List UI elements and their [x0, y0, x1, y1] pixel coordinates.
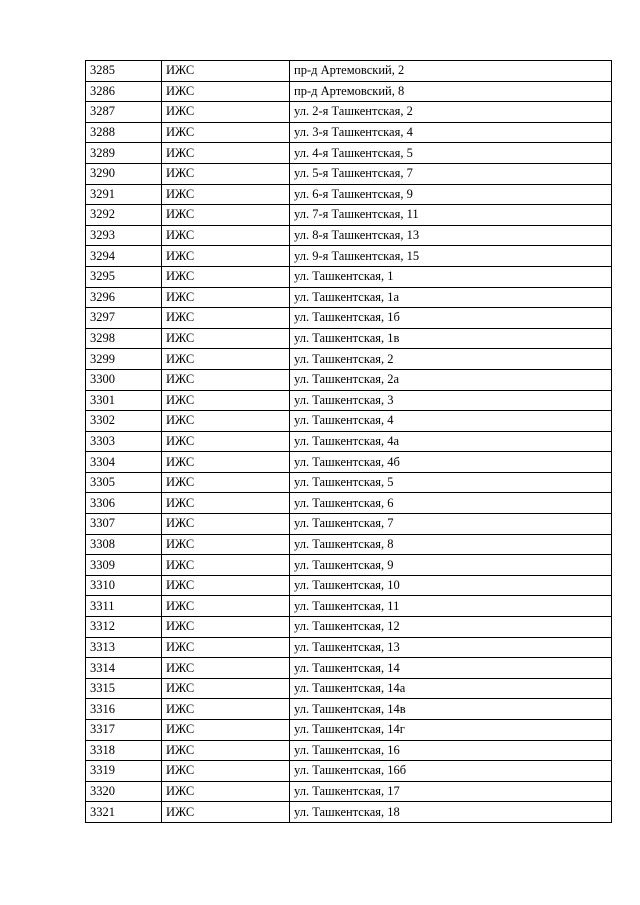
object-type-cell: ИЖС	[162, 658, 290, 679]
row-number-cell: 3287	[86, 102, 162, 123]
address-cell: ул. Ташкентская, 9	[290, 555, 612, 576]
object-type-cell: ИЖС	[162, 514, 290, 535]
table-row	[86, 308, 612, 329]
object-type-cell: ИЖС	[162, 328, 290, 349]
table-row	[86, 699, 612, 720]
object-type-cell: ИЖС	[162, 678, 290, 699]
object-type-cell: ИЖС	[162, 740, 290, 761]
row-number-cell: 3315	[86, 678, 162, 699]
table-row	[86, 781, 612, 802]
row-number-cell: 3288	[86, 122, 162, 143]
address-cell: ул. Ташкентская, 18	[290, 802, 612, 823]
object-type-cell: ИЖС	[162, 411, 290, 432]
address-cell: ул. Ташкентская, 3	[290, 390, 612, 411]
object-type-cell: ИЖС	[162, 225, 290, 246]
address-cell: ул. Ташкентская, 12	[290, 617, 612, 638]
table-row	[86, 102, 612, 123]
object-type-cell: ИЖС	[162, 390, 290, 411]
table-row	[86, 431, 612, 452]
row-number-cell: 3294	[86, 246, 162, 267]
row-number-cell: 3299	[86, 349, 162, 370]
table-row	[86, 266, 612, 287]
object-type-cell: ИЖС	[162, 246, 290, 267]
row-number-cell: 3286	[86, 81, 162, 102]
table-row	[86, 514, 612, 535]
address-cell: пр-д Артемовский, 2	[290, 61, 612, 82]
object-type-cell: ИЖС	[162, 637, 290, 658]
table-row	[86, 617, 612, 638]
object-type-cell: ИЖС	[162, 308, 290, 329]
row-number-cell: 3313	[86, 637, 162, 658]
address-cell: ул. 8-я Ташкентская, 13	[290, 225, 612, 246]
object-type-cell: ИЖС	[162, 163, 290, 184]
address-cell: ул. 9-я Ташкентская, 15	[290, 246, 612, 267]
table-row	[86, 658, 612, 679]
row-number-cell: 3316	[86, 699, 162, 720]
address-cell: ул. Ташкентская, 2	[290, 349, 612, 370]
object-type-cell: ИЖС	[162, 122, 290, 143]
table-row	[86, 81, 612, 102]
row-number-cell: 3302	[86, 411, 162, 432]
object-type-cell: ИЖС	[162, 596, 290, 617]
table-row	[86, 328, 612, 349]
object-type-cell: ИЖС	[162, 720, 290, 741]
address-register-table	[85, 60, 612, 823]
object-type-cell: ИЖС	[162, 699, 290, 720]
object-type-cell: ИЖС	[162, 493, 290, 514]
table-row	[86, 761, 612, 782]
object-type-cell: ИЖС	[162, 617, 290, 638]
object-type-cell: ИЖС	[162, 143, 290, 164]
address-cell: пр-д Артемовский, 8	[290, 81, 612, 102]
row-number-cell: 3311	[86, 596, 162, 617]
row-number-cell: 3285	[86, 61, 162, 82]
table-row	[86, 493, 612, 514]
row-number-cell: 3304	[86, 452, 162, 473]
table-row	[86, 143, 612, 164]
object-type-cell: ИЖС	[162, 555, 290, 576]
table-row	[86, 534, 612, 555]
address-cell: ул. 6-я Ташкентская, 9	[290, 184, 612, 205]
table-row	[86, 802, 612, 823]
row-number-cell: 3310	[86, 575, 162, 596]
row-number-cell: 3307	[86, 514, 162, 535]
table-row	[86, 122, 612, 143]
address-cell: ул. 3-я Ташкентская, 4	[290, 122, 612, 143]
table-row	[86, 555, 612, 576]
address-cell: ул. 2-я Ташкентская, 2	[290, 102, 612, 123]
row-number-cell: 3319	[86, 761, 162, 782]
object-type-cell: ИЖС	[162, 349, 290, 370]
object-type-cell: ИЖС	[162, 431, 290, 452]
table-row	[86, 678, 612, 699]
table-row	[86, 472, 612, 493]
address-cell: ул. Ташкентская, 14г	[290, 720, 612, 741]
address-cell: ул. Ташкентская, 4	[290, 411, 612, 432]
row-number-cell: 3295	[86, 266, 162, 287]
address-cell: ул. Ташкентская, 16	[290, 740, 612, 761]
row-number-cell: 3300	[86, 369, 162, 390]
row-number-cell: 3291	[86, 184, 162, 205]
object-type-cell: ИЖС	[162, 761, 290, 782]
table-row	[86, 184, 612, 205]
object-type-cell: ИЖС	[162, 205, 290, 226]
row-number-cell: 3293	[86, 225, 162, 246]
row-number-cell: 3321	[86, 802, 162, 823]
address-cell: ул. Ташкентская, 5	[290, 472, 612, 493]
address-cell: ул. Ташкентская, 2а	[290, 369, 612, 390]
address-cell: ул. Ташкентская, 8	[290, 534, 612, 555]
object-type-cell: ИЖС	[162, 802, 290, 823]
address-cell: ул. Ташкентская, 1	[290, 266, 612, 287]
table-row	[86, 349, 612, 370]
table-row	[86, 287, 612, 308]
table-row	[86, 637, 612, 658]
row-number-cell: 3318	[86, 740, 162, 761]
row-number-cell: 3296	[86, 287, 162, 308]
object-type-cell: ИЖС	[162, 781, 290, 802]
object-type-cell: ИЖС	[162, 452, 290, 473]
address-cell: ул. Ташкентская, 4б	[290, 452, 612, 473]
row-number-cell: 3289	[86, 143, 162, 164]
address-cell: ул. Ташкентская, 1в	[290, 328, 612, 349]
address-cell: ул. Ташкентская, 17	[290, 781, 612, 802]
row-number-cell: 3314	[86, 658, 162, 679]
address-cell: ул. Ташкентская, 16б	[290, 761, 612, 782]
table-row	[86, 575, 612, 596]
address-cell: ул. Ташкентская, 6	[290, 493, 612, 514]
object-type-cell: ИЖС	[162, 61, 290, 82]
row-number-cell: 3309	[86, 555, 162, 576]
object-type-cell: ИЖС	[162, 266, 290, 287]
address-cell: ул. 7-я Ташкентская, 11	[290, 205, 612, 226]
address-cell: ул. Ташкентская, 7	[290, 514, 612, 535]
table-row	[86, 225, 612, 246]
object-type-cell: ИЖС	[162, 369, 290, 390]
object-type-cell: ИЖС	[162, 184, 290, 205]
row-number-cell: 3320	[86, 781, 162, 802]
row-number-cell: 3312	[86, 617, 162, 638]
address-cell: ул. 4-я Ташкентская, 5	[290, 143, 612, 164]
address-cell: ул. Ташкентская, 13	[290, 637, 612, 658]
row-number-cell: 3308	[86, 534, 162, 555]
row-number-cell: 3290	[86, 163, 162, 184]
table-row	[86, 720, 612, 741]
table-row	[86, 411, 612, 432]
table-row	[86, 740, 612, 761]
object-type-cell: ИЖС	[162, 534, 290, 555]
row-number-cell: 3305	[86, 472, 162, 493]
table-row	[86, 390, 612, 411]
object-type-cell: ИЖС	[162, 472, 290, 493]
table-row	[86, 163, 612, 184]
row-number-cell: 3292	[86, 205, 162, 226]
address-cell: ул. Ташкентская, 4а	[290, 431, 612, 452]
table-row	[86, 205, 612, 226]
table-row	[86, 61, 612, 82]
table-row	[86, 246, 612, 267]
object-type-cell: ИЖС	[162, 102, 290, 123]
object-type-cell: ИЖС	[162, 575, 290, 596]
row-number-cell: 3303	[86, 431, 162, 452]
row-number-cell: 3301	[86, 390, 162, 411]
table-body	[86, 61, 612, 823]
row-number-cell: 3298	[86, 328, 162, 349]
row-number-cell: 3297	[86, 308, 162, 329]
table-row	[86, 596, 612, 617]
address-cell: ул. Ташкентская, 1а	[290, 287, 612, 308]
address-cell: ул. 5-я Ташкентская, 7	[290, 163, 612, 184]
address-cell: ул. Ташкентская, 14	[290, 658, 612, 679]
address-cell: ул. Ташкентская, 1б	[290, 308, 612, 329]
row-number-cell: 3306	[86, 493, 162, 514]
object-type-cell: ИЖС	[162, 287, 290, 308]
address-cell: ул. Ташкентская, 11	[290, 596, 612, 617]
object-type-cell: ИЖС	[162, 81, 290, 102]
address-cell: ул. Ташкентская, 14а	[290, 678, 612, 699]
table-row	[86, 369, 612, 390]
table-row	[86, 452, 612, 473]
address-cell: ул. Ташкентская, 10	[290, 575, 612, 596]
row-number-cell: 3317	[86, 720, 162, 741]
address-cell: ул. Ташкентская, 14в	[290, 699, 612, 720]
